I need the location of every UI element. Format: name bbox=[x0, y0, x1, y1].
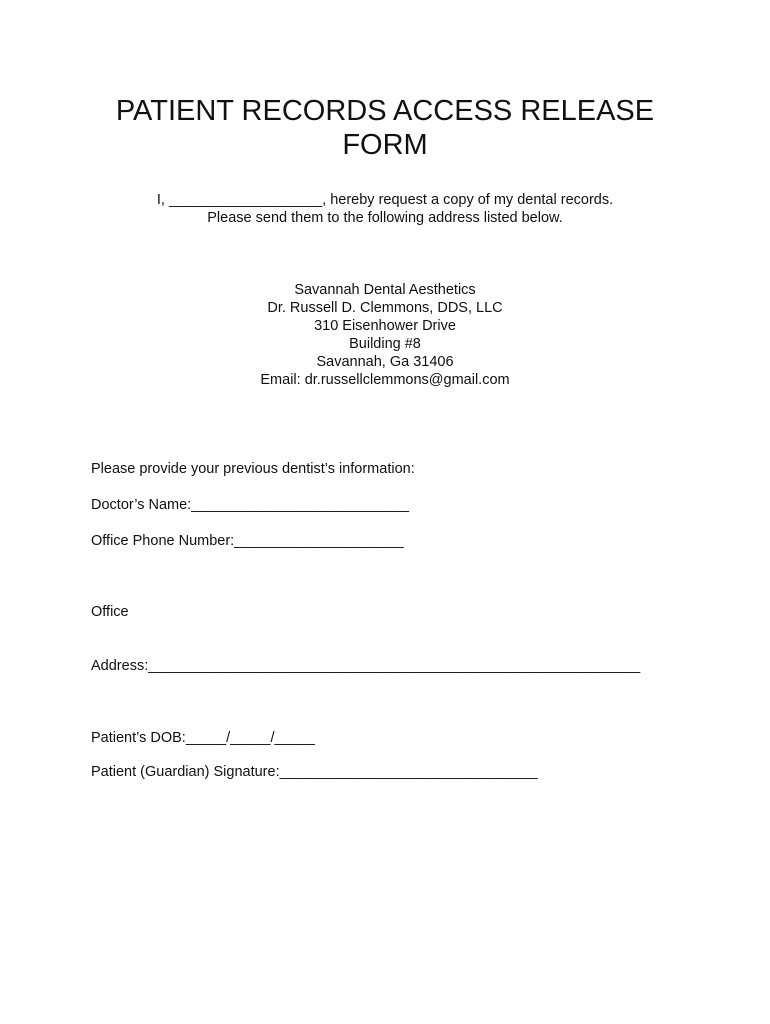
form-title bbox=[60, 94, 710, 162]
request-statement bbox=[60, 191, 710, 227]
signature-field: Patient (Guardian) Signature:________________________________ bbox=[91, 764, 538, 780]
request-statement-line-2: Please send them to the following address listed below. bbox=[207, 210, 563, 226]
request-statement-line-1: I, ___________________, hereby request a copy of my dental records. bbox=[156, 192, 614, 208]
form-title-line-1: PATIENT RECORDS ACCESS RELEASE bbox=[115, 95, 655, 127]
doctor-name-line: Dr. Russell D. Clemmons, DDS, LLC bbox=[267, 300, 503, 316]
practice-address-block bbox=[60, 281, 710, 389]
building-number: Building #8 bbox=[349, 336, 421, 352]
city-state-zip: Savannah, Ga 31406 bbox=[316, 354, 454, 370]
patient-dob-field: Patient’s DOB:_____/_____/_____ bbox=[91, 730, 315, 746]
office-phone-field: Office Phone Number:_____________________ bbox=[91, 533, 404, 549]
practice-email: Email: dr.russellclemmons@gmail.com bbox=[260, 372, 510, 388]
form-title-line-2: FORM bbox=[342, 129, 428, 161]
office-address-field bbox=[91, 567, 640, 711]
street-address: 310 Eisenhower Drive bbox=[314, 318, 456, 334]
practice-name: Savannah Dental Aesthetics bbox=[294, 282, 476, 298]
office-address-label-line-1: Office bbox=[91, 604, 129, 620]
previous-dentist-prompt: Please provide your previous dentist’s information: bbox=[91, 461, 415, 477]
office-address-label-line-2: Address:_____________________________________________________________ bbox=[91, 658, 641, 674]
doctors-name-field: Doctor’s Name:___________________________ bbox=[91, 497, 409, 513]
